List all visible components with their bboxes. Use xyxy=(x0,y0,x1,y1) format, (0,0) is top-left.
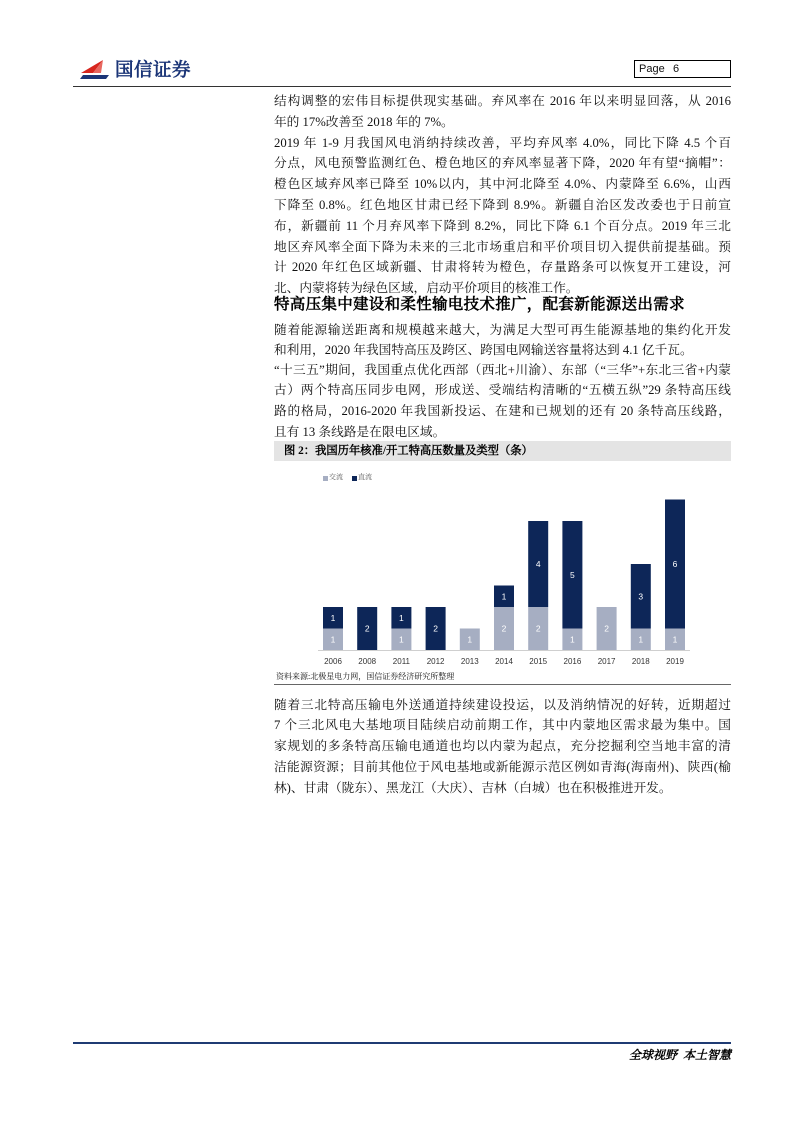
text-line: 家规划的多条特高压输电通道也均以内蒙为起点，充分挖掘利空当地丰富的清 xyxy=(274,739,731,754)
bar-value-label: 1 xyxy=(330,612,336,623)
text-line: 2019 年 1-9 月我国风电消纳持续改善，平均弃风率 4.0%，同比下降 4.5 个百 xyxy=(274,135,731,150)
footer-divider xyxy=(73,1042,731,1044)
bar-value-label: 1 xyxy=(638,634,644,645)
legend-label-dc: 直流 xyxy=(357,474,372,481)
text-line: 林)、甘肃（陇东）、黑龙江（大庆）、吉林（白城）也在积极推进开发。 xyxy=(274,780,672,795)
logo-text: 国信证券 xyxy=(115,60,192,81)
chart-legend xyxy=(323,472,379,484)
text-line: 橙色区域弃风率已降至 10%以内，其中河北降至 4.0%、内蒙降至 6.6%，山西 xyxy=(274,177,731,192)
text-line: 计 2020 年红色区域新疆、甘肃将转为橙色，存量路条可以恢复开工建设，河 xyxy=(274,260,731,275)
paragraph-1 xyxy=(274,91,731,133)
section-heading: 特高压集中建设和柔性输电技术推广，配套新能源送出需求 xyxy=(274,296,685,313)
bar-value-label: 1 xyxy=(570,634,575,645)
header-divider xyxy=(73,86,731,87)
text-line: 下降至 0.8%。红色地区甘肃已经下降到 8.9%。新疆自治区发改委也于日前宣 xyxy=(274,197,731,212)
text-line: 北、内蒙将转为绿色区域，启动平价项目的核准工作。 xyxy=(274,281,579,296)
legend-label-ac: 交流 xyxy=(329,474,343,481)
text-line: “十三五”期间，我国重点优化西部（西北+川渝）、东部（“三华”+东北三省+内蒙 xyxy=(274,362,731,377)
x-tick-label: 2008 xyxy=(358,657,377,666)
paragraph-2 xyxy=(274,133,731,299)
figure-caption: 图 2：我国历年核准/开工特高压数量及类型（条） xyxy=(284,445,533,457)
text-line: 分点，风电预警监测红色、橙色地区的弃风率显著下降，2020 年有望“摘帽”： xyxy=(274,156,731,171)
bar-value-label: 2 xyxy=(535,623,541,634)
bar-value-label: 1 xyxy=(330,634,336,645)
x-tick-label: 2018 xyxy=(631,657,650,666)
x-tick-label: 2019 xyxy=(666,657,684,666)
bar-value-label: 2 xyxy=(501,623,507,634)
x-tick-label: 2016 xyxy=(563,657,582,666)
x-tick-label: 2012 xyxy=(426,657,445,666)
x-tick-label: 2015 xyxy=(529,657,548,666)
text-line: 随着能源输送距离和规模越来越大，为满足大型可再生能源基地的集约化开发 xyxy=(274,322,731,337)
page-number-box xyxy=(634,60,731,78)
text-line: 年的 17%改善至 2018 年的 7%。 xyxy=(274,114,454,129)
bar-value-label: 1 xyxy=(467,634,473,645)
bar-value-label: 2 xyxy=(364,623,370,634)
bar-value-label: 1 xyxy=(399,612,404,623)
text-line: 古）两个特高压同步电网，形成送、受端结构清晰的“五横五纵”29 条特高压线 xyxy=(274,383,731,398)
x-tick-label: 2006 xyxy=(324,657,342,666)
text-line: 且有 13 条线路是在限电区域。 xyxy=(274,424,446,439)
x-tick-label: 2017 xyxy=(597,657,616,666)
bar-value-label: 4 xyxy=(535,559,541,569)
figure-bottom-divider xyxy=(274,684,731,685)
figure-source: 资料来源:北极星电力网，国信证券经济研究所整理 xyxy=(276,672,455,681)
guosen-logo-icon xyxy=(79,57,111,83)
text-line: 布，新疆前 11 个月弃风率下降到 8.2%，同比下降 6.1 个百分点。2019 年三北 xyxy=(274,218,731,233)
figure-caption-band xyxy=(274,441,731,461)
x-tick-label: 2011 xyxy=(392,657,411,666)
bar-value-label: 3 xyxy=(638,591,644,602)
bar-value-label: 1 xyxy=(672,634,678,645)
legend-swatch-dc xyxy=(352,476,357,481)
paragraph-3 xyxy=(274,320,731,362)
text-line: 和利用，2020 年我国特高压及跨区、跨国电网输送容量将达到 4.1 亿千瓦。 xyxy=(274,343,693,358)
bar-value-label: 5 xyxy=(570,569,575,580)
legend-swatch-ac xyxy=(323,476,328,481)
paragraph-5 xyxy=(274,695,731,799)
page-number: 6 xyxy=(673,63,680,75)
text-line: 结构调整的宏伟目标提供现实基础。弃风率在 2016 年以来明显回落，从 2016 xyxy=(274,94,731,108)
text-line: 地区弃风率全面下降为未来的三北市场重启和平价项目切入提供前提基础。预 xyxy=(274,239,731,254)
bar-value-label: 6 xyxy=(672,559,678,569)
text-line: 路的格局，2016-2020 年我国新投运、在建和已规划的还有 20 条特高压线路， xyxy=(274,404,731,419)
stacked-bar-chart xyxy=(274,465,731,670)
x-tick-label: 2013 xyxy=(460,657,479,666)
text-line: 随着三北特高压输电外送通道持续建设投运，以及消纳情况的好转，近期超过 xyxy=(274,697,731,712)
footer-slogan: 全球视野 本土智慧 xyxy=(628,1048,731,1062)
paragraph-4 xyxy=(274,360,731,443)
bar-value-label: 1 xyxy=(399,634,404,645)
text-line: 7 个三北风电大基地项目陆续启动前期工作，其中内蒙地区需求最为集中。国 xyxy=(274,718,731,733)
text-line: 洁能源资源；目前其他位于风电基地或新能源示范区例如青海(海南州)、陕西(榆 xyxy=(274,759,731,774)
bar-value-label: 2 xyxy=(433,623,438,634)
page-label: Page xyxy=(639,63,665,75)
x-tick-label: 2014 xyxy=(495,657,513,666)
bar-value-label: 1 xyxy=(501,591,507,602)
bar-value-label: 2 xyxy=(604,623,609,634)
